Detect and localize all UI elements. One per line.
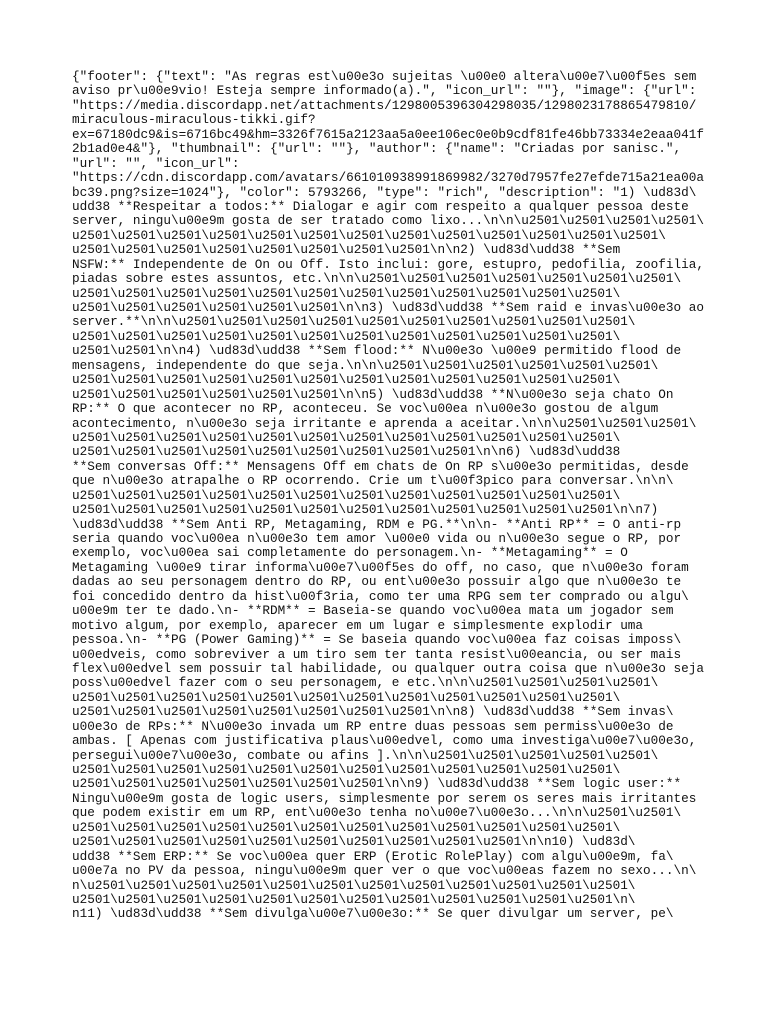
document-line: n11) \ud83d\udd38 **Sem divulga\u00e7\u00e3o:** Se quer divulgar um server, pe\ [72, 906, 674, 922]
document-line: "url": "", "icon_url": [72, 155, 240, 171]
document-line: poss\u00edvel fazer com o seu personagem, e etc.\n\n\u2501\u2501\u2501\u2501\ [72, 675, 659, 691]
document-line: u2501\u2501\u2501\u2501\u2501\u2501\u2501\u2501\n\n8) \ud83d\udd38 **Sem invas\ [72, 704, 674, 720]
document-line: udd38 **Respeitar a todos:** Dialogar e agir com respeito a qualquer pessoa deste [72, 198, 689, 214]
document-line: ex=67180dc9&is=6716bc49&hm=3326f7615a2123aa5a0ee106ec0e0b9cdf81fe46bb73334e2eaa041f [72, 126, 704, 142]
document-line: u00e7a no PV da pessoa, ningu\u00e9m quer ver o que voc\u00eas fazem no sexo...\n\ [72, 863, 697, 879]
document-line: u00e3o de RPs:** N\u00e3o invada um RP entre duas pessoas sem permiss\u00e3o de [72, 718, 674, 734]
document-line: u2501\u2501\u2501\u2501\u2501\u2501\u2501\u2501\u2501\u2501\u2501\u2501\u2501\ [72, 227, 666, 243]
document-line: que podem existir em um RP, ent\u00e3o tenha no\u00e7\u00e3o...\n\n\u2501\u2501\ [72, 805, 682, 821]
document-line: pessoa.\n- **PG (Power Gaming)** = Se baseia quando voc\u00ea faz coisas imposs\ [72, 632, 682, 648]
document-line: server.**\n\n\u2501\u2501\u2501\u2501\u2501\u2501\u2501\u2501\u2501\u2501\ [72, 314, 636, 330]
document-line: "https://cdn.discordapp.com/avatars/661010938991869982/3270d7957fe27efde715a21ea00a [72, 170, 704, 186]
document-line: motivo algum, por exemplo, aparecer em um lugar e simplesmente explodir uma [72, 617, 644, 633]
document-line: RP:** O que acontecer no RP, aconteceu. Se voc\u00ea n\u00e3o gostou de algum [72, 401, 659, 417]
document-line: persegui\u00e7\u00e3o, combate ou afins ].\n\n\u2501\u2501\u2501\u2501\u2501\ [72, 747, 659, 763]
document-line: mensagens, independente do que seja.\n\n\u2501\u2501\u2501\u2501\u2501\u2501\ [72, 357, 659, 373]
document-line: u2501\u2501\u2501\u2501\u2501\u2501\u2501\u2501\u2501\u2501\u2501\u2501\n\ [72, 891, 636, 907]
document-line: u00e9m ter te dado.\n- **RDM** = Baseia-se quando voc\u00ea mata um jogador sem [72, 603, 674, 619]
document-line: NSFW:** Independente de On ou Off. Isto inclui: gore, estupro, pedofilia, zoofilia, [72, 256, 704, 272]
document-line: Metagaming \u00e9 tirar informa\u00e7\u00f5es do off, no caso, que n\u00e3o foram [72, 559, 689, 575]
document-line: piadas sobre estes assuntos, etc.\n\n\u2501\u2501\u2501\u2501\u2501\u2501\u2501\ [72, 271, 682, 287]
document-line: u2501\u2501\u2501\u2501\u2501\u2501\u2501\u2501\u2501\u2501\u2501\u2501\ [72, 285, 621, 301]
document-line: miraculous-miraculous-tikki.gif? [72, 112, 316, 128]
document-line: u00edveis, como sobreviver a um tiro sem ter tanta resist\u00eancia, ou ser mais [72, 646, 682, 662]
document-line: **Sem conversas Off:** Mensagens Off em chats de On RP s\u00e3o permitidas, desde [72, 458, 689, 474]
document-line: u2501\u2501\u2501\u2501\u2501\u2501\u2501\u2501\u2501\n\n6) \ud83d\udd38 [72, 444, 621, 460]
document-line: u2501\u2501\u2501\u2501\u2501\u2501\u2501\n\n9) \ud83d\udd38 **Sem logic user:** [72, 776, 682, 792]
document-line: server, ningu\u00e9m gosta de ser tratado como lixo...\n\n\u2501\u2501\u2501\u2501\ [72, 213, 704, 229]
document-line: udd38 **Sem ERP:** Se voc\u00ea quer ERP (Erotic RolePlay) com algu\u00e9m, fa\ [72, 848, 674, 864]
document-line: u2501\u2501\u2501\u2501\u2501\u2501\u2501\u2501\n\n2) \ud83d\udd38 **Sem [72, 242, 621, 258]
document-line: seria quando voc\u00ea n\u00e3o tem amor \u00e0 vida ou n\u00e3o segue o RP, por [72, 531, 682, 546]
document-line: u2501\u2501\u2501\u2501\u2501\u2501\u2501\u2501\u2501\u2501\u2501\u2501\ [72, 762, 621, 777]
document-line: u2501\u2501\n\n4) \ud83d\udd38 **Sem flood:** N\u00e3o \u00e9 permitido flood de [72, 343, 682, 359]
json-document [72, 69, 704, 922]
document-line: u2501\u2501\u2501\u2501\u2501\u2501\n\n3) \ud83d\udd38 **Sem raid e invas\u00e3o ao [72, 300, 704, 315]
document-line: n\u2501\u2501\u2501\u2501\u2501\u2501\u2501\u2501\u2501\u2501\u2501\u2501\ [72, 877, 636, 893]
document-line: foi concedido dentro da hist\u00f3ria, como ter uma RPG sem ter comprado ou algu\ [72, 588, 689, 604]
document-line: u2501\u2501\u2501\u2501\u2501\u2501\u2501\u2501\u2501\u2501\u2501\u2501\ [72, 819, 621, 835]
document-line: u2501\u2501\u2501\u2501\u2501\u2501\u2501\u2501\u2501\u2501\u2501\u2501\ [72, 429, 621, 445]
document-line: bc39.png?size=1024"}, "color": 5793266, "type": "rich", "description": "1) \ud83d\ [72, 184, 697, 200]
document-line: u2501\u2501\u2501\u2501\u2501\u2501\u2501\u2501\u2501\u2501\u2501\u2501\ [72, 487, 621, 503]
document-line: ambas. [ Apenas com justificativa plaus\u00edvel, como uma investiga\u00e7\u00e3o, [72, 733, 697, 749]
document-line: acontecimento, n\u00e3o seja irritante e aprenda a aceitar.\n\n\u2501\u2501\u2501\ [72, 415, 697, 431]
document-line: aviso pr\u00e9vio! Esteja sempre informado(a).", "icon_url": ""}, "image": {"url": [72, 83, 697, 99]
document-line: Ningu\u00e9m gosta de logic users, simplesmente por serem os seres mais irritantes [72, 790, 697, 806]
document-line: \ud83d\udd38 **Sem Anti RP, Metagaming, RDM e PG.**\n\n- **Anti RP** = O anti-rp [72, 516, 682, 532]
document-line: exemplo, voc\u00ea sai completamente do personagem.\n- **Metagaming** = O [72, 545, 628, 561]
document-line: flex\u00edvel sem possuir tal habilidade, ou qualquer outra coisa que n\u00e3o seja [72, 660, 704, 676]
document-line: "https://media.discordapp.net/attachments/1298005396304298035/1298023178865479810/ [72, 97, 697, 113]
document-line: {"footer": {"text": "As regras est\u00e3o sujeitas \u00e0 altera\u00e7\u00f5es sem [72, 69, 697, 84]
document-line: u2501\u2501\u2501\u2501\u2501\u2501\n\n5) \ud83d\udd38 **N\u00e3o seja chato On [72, 386, 674, 402]
document-line: dadas ao seu personagem dentro do RP, ou ent\u00e3o possuir algo que n\u00e3o te [72, 574, 682, 590]
document-line: u2501\u2501\u2501\u2501\u2501\u2501\u2501\u2501\u2501\u2501\u2501\u2501\n\n7) [72, 502, 659, 518]
document-line: u2501\u2501\u2501\u2501\u2501\u2501\u2501\u2501\u2501\u2501\u2501\u2501\ [72, 372, 621, 388]
document-line: u2501\u2501\u2501\u2501\u2501\u2501\u2501\u2501\u2501\u2501\u2501\u2501\ [72, 689, 621, 705]
document-line: u2501\u2501\u2501\u2501\u2501\u2501\u2501\u2501\u2501\u2501\n\n10) \ud83d\ [72, 834, 636, 850]
document-line: 2b1ad0e4&"}, "thumbnail": {"url": ""}, "author": {"name": "Criadas por sanisc.", [72, 141, 682, 157]
document-line: u2501\u2501\u2501\u2501\u2501\u2501\u2501\u2501\u2501\u2501\u2501\u2501\ [72, 328, 621, 344]
document-line: que n\u00e3o atrapalhe o RP ocorrendo. Crie um t\u00f3pico para conversar.\n\n\ [72, 473, 674, 489]
